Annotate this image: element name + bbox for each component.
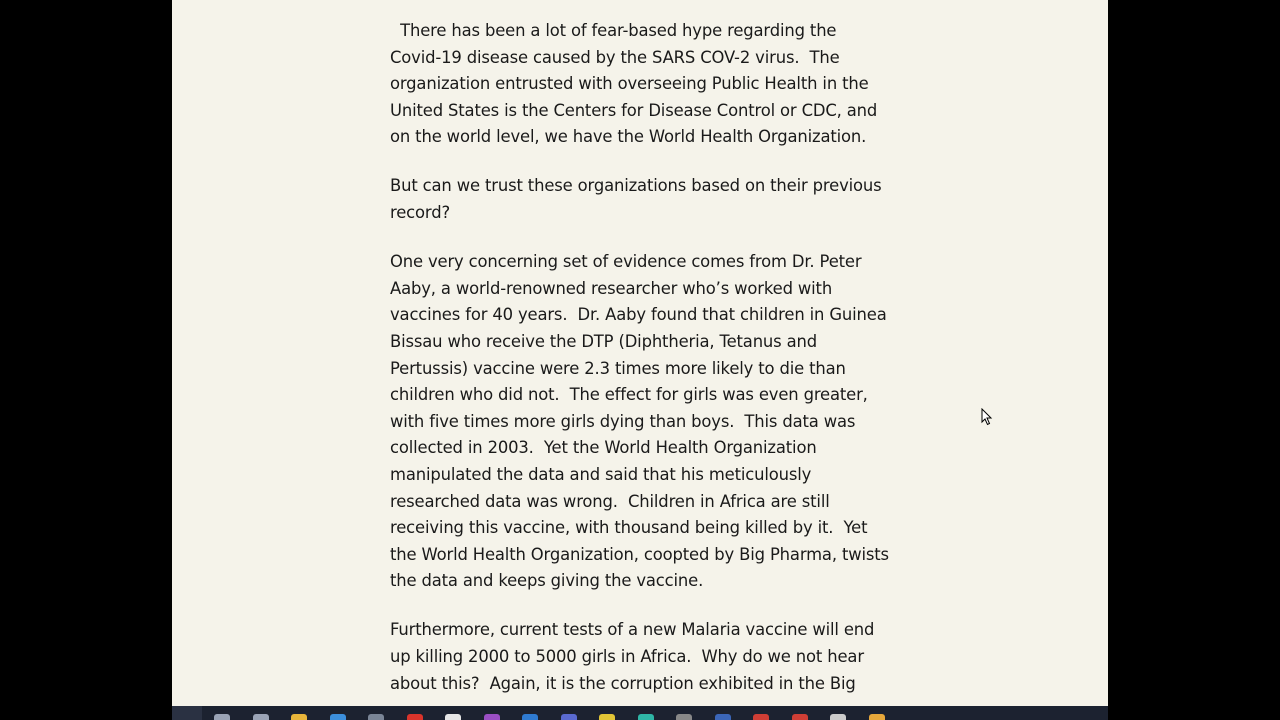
notes-icon[interactable] (599, 714, 615, 720)
app-icon[interactable] (676, 714, 692, 720)
mouse-pointer-icon (981, 408, 993, 426)
document-page (172, 0, 1108, 706)
file-explorer-icon[interactable] (291, 714, 307, 720)
start-button[interactable] (172, 706, 202, 720)
search-icon[interactable] (214, 714, 230, 720)
onenote-icon[interactable] (484, 714, 500, 720)
outlook-icon[interactable] (522, 714, 538, 720)
paragraph-malaria: Furthermore, current tests of a new Malaria vaccine will end up killing 2000 to 5000 girls in Africa. Why do we not hear about this? Again, it is the corruption exhibited in the Big (390, 620, 875, 693)
app-icon[interactable] (368, 714, 384, 720)
word-icon[interactable] (715, 714, 731, 720)
taskbar-bar (172, 706, 1108, 720)
paragraph-question: But can we trust these organizations based on their previous record? (390, 176, 882, 223)
chrome-icon[interactable] (753, 714, 769, 720)
taskbar (0, 706, 1280, 720)
app-icon[interactable] (561, 714, 577, 720)
red-app-icon[interactable] (407, 714, 423, 720)
browser-icon[interactable] (445, 714, 461, 720)
edge-icon[interactable] (638, 714, 654, 720)
paint-icon[interactable] (869, 714, 885, 720)
article-body (390, 18, 895, 706)
paragraph-evidence: One very concerning set of evidence comes from Dr. Peter Aaby, a world-renowned researcher who’s worked with vaccines for 40 years. Dr. Aaby found that children in Guinea Bissau who receive the DTP (Diphtheria, Tetanus and Pertussis) vaccine were 2.3 times more likely to die than children who did not. The effect for girls was even greater, with five times more girls dying than boys. This data was collected in 2003. Yet the World Health Organization manipulated the data and said that his meticulously researched data was wrong. Children in Africa are still receiving this vaccine, with thousand being killed by it. Yet the World Health Organization, coopted by Big Pharma, twists the data and keeps giving the vaccine. (390, 252, 889, 591)
app-icon[interactable] (830, 714, 846, 720)
store-icon[interactable] (330, 714, 346, 720)
task-view-icon[interactable] (253, 714, 269, 720)
chrome-icon[interactable] (792, 714, 808, 720)
paragraph-intro: There has been a lot of fear-based hype regarding the Covid-19 disease caused by the SARS COV-2 virus. The organization entrusted with overseeing Public Health in the United States is the Centers for Disease Control or CDC, and on the world level, we have the World Health Organization. (390, 21, 878, 147)
